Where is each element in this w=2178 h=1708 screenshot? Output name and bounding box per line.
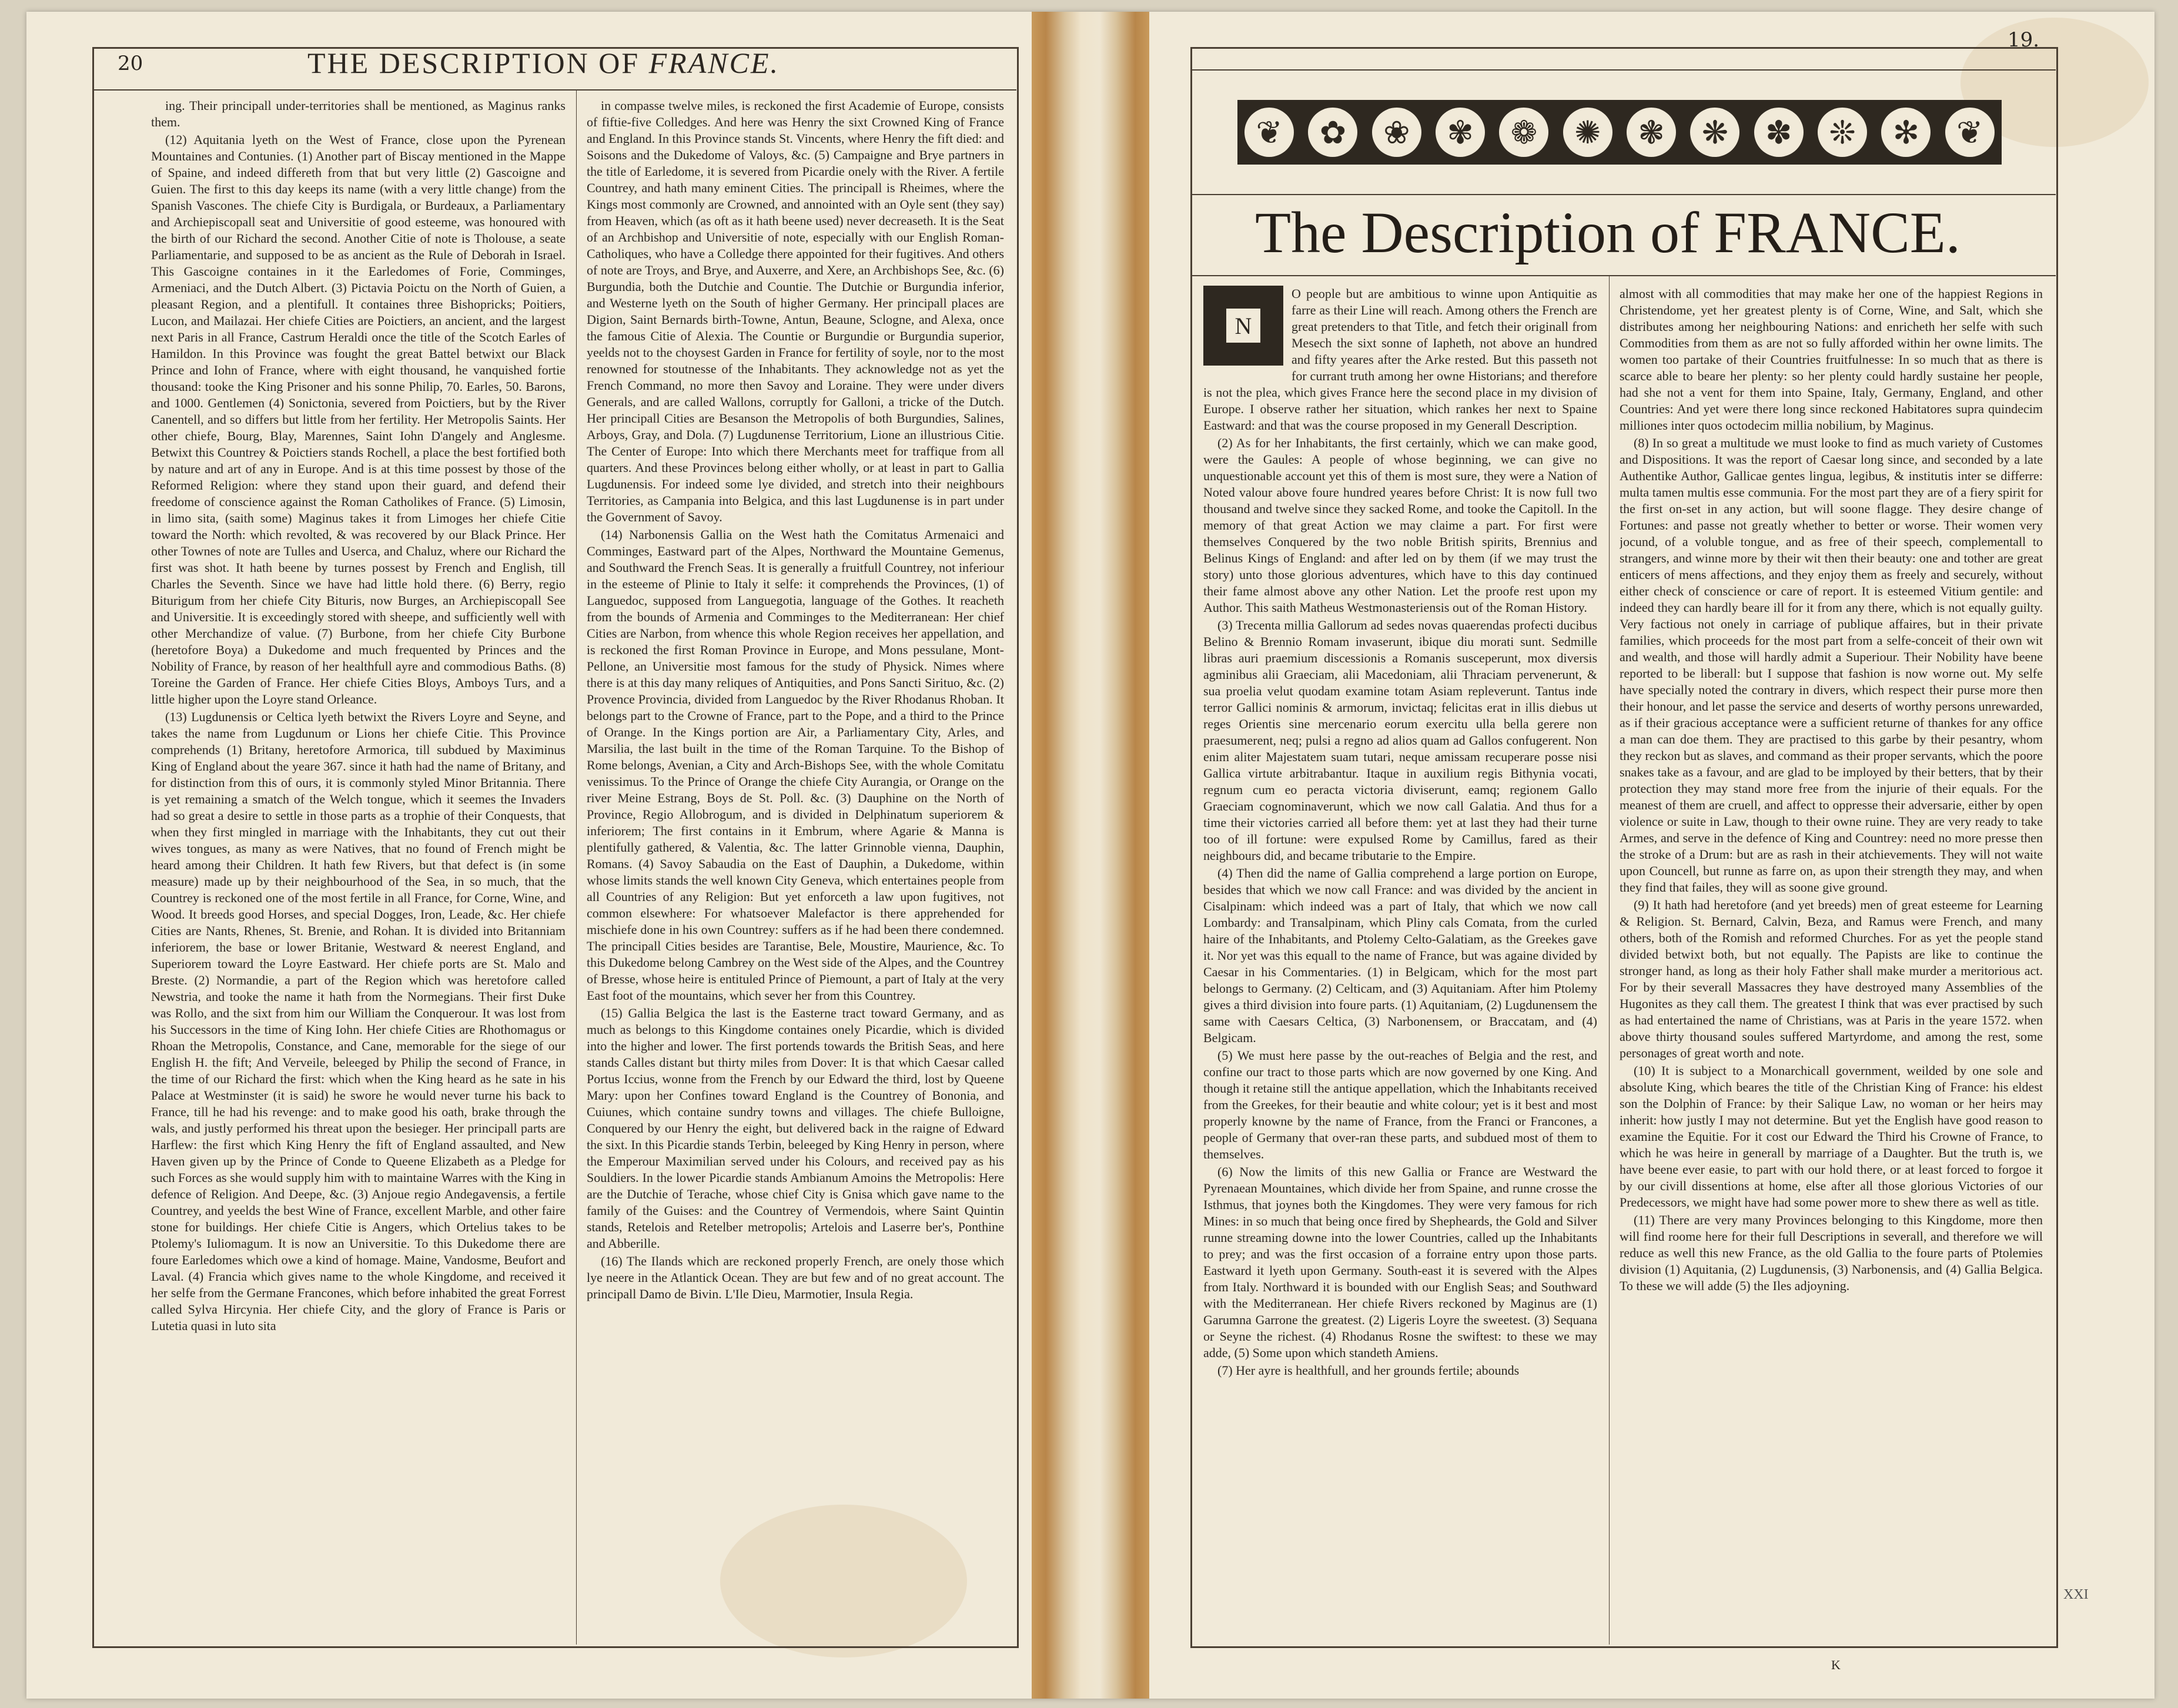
ornament-icon: ❁ <box>1499 108 1548 157</box>
paragraph: ing. Their principall under-territories shall be mentioned, as Maginus ranks them. <box>151 98 566 129</box>
paragraph: (5) We must here passe by the out-reaches of Belgia and the rest, and confine our tract to those parts which are now governed by one King. And though it retaine still the antique appellation, which the Inhabitants received from the Greekes, for their beautie and white colour; yet is it best and most properly knowne by the name of France, from the Franci or Francones, a people of Germany that over-ran these parts, and subdued most of them to themselves. <box>1203 1048 1597 1161</box>
ornament-icon: ❋ <box>1690 108 1739 157</box>
right-column-2 <box>1620 286 2043 1637</box>
paragraph: almost with all commodities that may make her one of the happiest Regions in Christendome, yet her greatest plenty is of Corne, Wine, and Salt, which she distributes among her neighbouring Nations: and enricheth her selfe with such Commodities from them as are not so fully afforded within her owne limits. The women too partake of their Countries fruitfulnesse: In so much that as there is scarce able to beare her plenty: so her plenty could hardly sustaine her people, had she not a vent for them into Spaine, Italy, Germany, England, and other Countries: And yet were there long since reckoned Habitatores supra quindecim milliones inter quos octodecim millia nobilium, by Maginus. <box>1620 286 2043 433</box>
dropcap-spacer <box>1203 286 1292 373</box>
paragraph: O people but are ambitious to winne upon Antiquitie as farre as their Line will reach. Among others the French are great pretenders to that Title, and fetch their originall from Mesech the sixt sonne of Iapheth, not above an hundred and fifty yeares after the Arke rested. But this passeth not for currant truth among her owne Historians; and therefore is not the plea, which gives France here the second place in my division of Europe. I observe rather her situation, which rankes her next to Spaine Eastward: and that was the course proposed in my Generall Description. <box>1203 286 1597 433</box>
paragraph: (15) Gallia Belgica the last is the Easterne tract toward Germany, and as much as belongs to this Kingdome containes onely Picardie, which is divided into the higher and lower. The first portends towards the British Seas, and here stands Calles distant but thirty miles from Dover: It is that which Caesar called Portus Iccius, wonne from the French by our Edward the third, lost by Queene Mary: upon her Confines toward England is the Countrey of Bononia, and Cuiunes, which containe sundry towns and villages. The chiefe Bulloigne, Conquered by our Henry the eight, but delivered back in the raigne of Edward the sixt. In this Picardie stands Terbin, beleeged by King Henry in person, where the Emperour Maximilian served under his Colours, and received pay as his Souldiers. In the lower Picardie stands Ambianum Amoins the Metropolis: Here are the Dutchie of Terache, whose chief City is Gnisa which gave name to the family of the Guises: and the Countrey of Vermendois, where Saint Quintin stands, Retelois and Retelber metropolis; Artelois and Laserre ber's, Ponthine and Abberille. <box>587 1006 1004 1251</box>
center-fold <box>1032 12 1149 1699</box>
paragraph: (13) Lugdunensis or Celtica lyeth betwixt the Rivers Loyre and Seyne, and takes the name from Lugdunum or Lions her chiefe Citie. This Province comprehends (1) Britany, heretofore Armorica, till subdued by Maximinus King of England about the yeare 367. since it hath had the name of Britany, and for distinction from this of ours, it is commonly styled Minor Britannia. There is yet remaining a smatch of the Welch tongue, which it seemes the Invaders had so great a desire to settle in those parts as a trophie of their Conquests, that when they first mingled in marriage with the Inhabitants, they cut out their wives tongues, as many as were Natives, that no found of French might be heard among their Children. It hath few Rivers, but that defect is (in some measure) made up by their neighbourhood of the Sea, in so much, that the Countrey is reckoned one of the most fertile in all France, for Corne, Wine, and Wood. It breeds good Horses, and special Dogges, Iron, Leade, &c. Her chiefe Cities are Nants, Rhenes, St. Brenie, and Rohan. It is divided into Britanniam inferiorem, the base or lower Britanie, Westward & neerest England, and Superiorem toward the Loyre Eastward. Her chiefe ports are St. Malo and Breste. (2) Normandie, a part of the Region which was heretofore called Newstria, and tooke the name it hath from the Normegians. Their first Duke was Rollo, and the sixt from him our William the Conquerour. It was lost from his Successors in the time of King Iohn. Her chiefe Cities are Rhothomagus or Rhoan the Metropolis, Constance, and Cane, memorable for the siege of our English H. the fift; And Verveile, beleeged by Philip the second of France, in the time of our Richard the first: which when the King heard as he sate in his Palace at Westminster (it is said) he swore he would never turne his back to France, till he had his revenge: and to make good his oath, brake through the wals, and justly performed his threat upon the besieger. Her principall parts are Harflew: the first which King Henry the fift of England assaulted, and New Haven given up by the Prince of Conde to Queene Elizabeth as a Pledge for such Forces as she would supply him with to maintaine Warres with the King in defence of Religion. And Deepe, &c. (3) Anjoue regio Andegavensis, a fertile Countrey, and yeelds the best Wine of France, excellent Marble, and other faire stone for buildings. Her chiefe Citie is Angers, which Ortelius takes to be Ptolemy's Iuliomagum. It is now an Universitie. To this Dukedome there are foure Earledomes which owe a kind of homage. Maine, Vandosme, Beufort and Laval. (4) Francia which gives name to the whole Kingdome, and received it her selfe from the Germane Francones, which before inhabited the great Forrest called Sylva Hircynia. Her chiefe City, and the glory of France is Paris or Lutetia quasi in luto sita <box>151 709 566 1333</box>
paragraph: (6) Now the limits of this new Gallia or France are Westward the Pyrenaean Mountaines, which divide her from Spaine, and runne crosse the Isthmus, that joynes both the Kingdomes. They were very famous for rich Mines: in so much that being once fired by Shepheards, the Gold and Silver runne streaming downe into the lower Countries, called up the Inhabitants to prey; and was the first occasion of a forraine entry upon those parts. Eastward it lyeth upon Germany. South-east it is severed with the Alpes from Italy. Northward it is bounded with our English Seas; and Southward with the Mediterranean. Her chiefe Rivers reckoned by Maginus are (1) Garumna Garrone the greatest. (2) Ligeris Loyre the sweetest. (3) Sequana or Seyne the richest. (4) Rhodanus Rosne the swiftest: to these we may adde, (5) Some upon which standeth Amiens. <box>1203 1164 1597 1360</box>
right-column-1 <box>1203 286 1597 1637</box>
paragraph: (12) Aquitania lyeth on the West of France, close upon the Pyrenean Mountaines and Contunies. (1) Another part of Biscay mentioned in the Mappe of Spaine, and indeed differeth from that but very little (2) Gascoigne and Guien. The first to this day keeps its name (with a very little change) from the Spanish Vascones. The chiefe City is Burdigala, or Burdeaux, a Parliamentary and Archiepiscopall seat and Universitie of good esteeme, was honoured with the birth of our Richard the second. Another Citie of note is Tholouse, a seate Parliamentarie, and supposed to be as ancient as the Rule of Deborah in Israel. This Gascoigne containes in it the Earledomes of Forie, Comminges, Armeniaci, and the Dutch Albert. (3) Pictavia Poictu on the North of Guien, a pleasant Region, and a plentifull. It containes three Bishopricks; Poitiers, Lucon, and Mailazai. Her chiefe Cities are Poictiers, an ancient, and the largest next Paris in all France, Castrum Heraldi once the title of the Scotch Earles of Hamildon. In this Province was fought the great Battel betwixt our Black Prince and Iohn of France, where with eight thousand, he vanquished fortie thousand: tooke the King Prisoner and his sonne Philip, 70. Earles, 50. Barons, and 1000. Gentlemen (4) Sonictonia, severed from Poictiers, but by the River Canentell, and so differs but little from her fertility. Her Metropolis Saints. Her other chiefe, Bourg, Blay, Marennes, Saint Iohn D'angely and Anglesme. Betwixt this Countrey & Poictiers stands Rochell, a place the best fortified both by nature and art of any in Europe. And is at this time possest by those of the Reformed Religion: where they stand upon their guard, and defend their freedome of conscience against the Roman Catholikes of France. (5) Limosin, in limo sita, (saith some) Maginus takes it from Limoges her chiefe Citie toward the North: which revolted, & was recovered by our Black Prince. Her other Townes of note are Tulles and Userca, and Chaluz, where our Richard the first was shot. It hath beene by turnes possest by French and English, till Charles the Seventh. Since we have had little hold there. (6) Berry, regio Biturigum from her chiefe City Bituris, now Burges, an Archiepiscopall See and Universitie. It is exceedingly stored with sheepe, and sufficiently well with other Merchandize of value. (7) Burbone, from her chiefe City Burbone (heretofore Boya) a Dukedome and much frequented by Princes and the Nobility of France, by reason of her healthfull ayre and commodious Baths. (8) Toreine the Garden of France. Her chiefe Cities Bloys, Amboys Turs, and a little higher upon the Loyre stand Orleance. <box>151 132 566 706</box>
ornament-icon: ❀ <box>1372 108 1421 157</box>
paragraph: (4) Then did the name of Gallia comprehend a large portion on Europe, besides that which we now call France: and was divided by the ancient in Cisalpinam: which indeed was a part of Italy, that which we now call Lombardy: and Transalpinam, which Pliny cals Comata, from the curled haire of the Inhabitants, and Ptolemy Celto-Galatiam, as the Greekes gave it. Nor yet was this equall to the name of France, but was againe divided by Caesar in his Commentaries. (1) in Belgicam, which for the most part belongs to Germany. (2) Celticam, and (3) Aquitaniam. After him Ptolemy gives a third division into foure parts. (1) Aquitaniam, (2) Lugdunensem the same with Caesars Celtica, (3) Narbonensem, or Braccatam, and (4) Belgicam. <box>1203 866 1597 1045</box>
paragraph: (2) As for her Inhabitants, the first certainly, which we can make good, were the Gaules: A people of whose beginning, we can give no unquestionable account yet this of them is most sure, they were a Nation of Noted valour above foure hundred yeares before Christ: It is now full two thousand and twelve since they sacked Rome, and tooke the Capitoll. In the memory of that great Action we may claime a part. For first were themselves Conquered by the two noble British spirits, Brennius and Belinus Kings of England: and after led on by them (if we may trust the story) unto those glorious adventures, which have to this day continued their fame almost above any other Nation. Let the proofe rest upon my Author. This saith Matheus Westmonasteriensis out of the Roman History. <box>1203 436 1597 615</box>
head-rule <box>1190 69 2056 71</box>
ornament-icon: ✽ <box>1754 108 1804 157</box>
title-rule-bottom <box>1190 275 2056 276</box>
left-page-number: 20 <box>118 52 143 75</box>
page-title: The Description of FRANCE. <box>1255 200 1960 265</box>
paragraph: (11) There are very many Provinces belonging to this Kingdome, more then will find roome here for their full Descriptions in severall, and therefore we will reduce as well this new France, as the old Gallia to the foure parts of Ptolemies division (1) Aquitania, (2) Lugdunensis, (3) Narbonensis, and (4) Gallia Belgica. To these we will adde (5) the Iles adjoyning. <box>1620 1213 2043 1293</box>
left-column-1 <box>151 98 566 1637</box>
ornament-icon: ✾ <box>1436 108 1485 157</box>
column-rule <box>1609 275 1610 1645</box>
left-page <box>26 12 1032 1699</box>
ornament-icon: ✻ <box>1881 108 1931 157</box>
ornament-icon: ❦ <box>1244 108 1294 157</box>
running-head-italic: FRANCE. <box>648 46 780 79</box>
ornament-icon: ❦ <box>1945 108 1995 157</box>
paragraph: (9) It hath had heretofore (and yet breeds) men of great esteeme for Learning & Religion. St. Bernard, Calvin, Beza, and Ramus were French, and many others, both of the Romish and reformed Churches. For as yet the people stand divided betwixt both, but not equally. The Papists are like to continue the stronger hand, as long as their holy Father shall make murder a meritorious act. For by their severall Massacres they have destroyed many Assemblies of the Hugonites as they call them. The greatest I think that was ever practised by such as had entertained the name of Christians, was at Paris in the yeare 1572. when above thirty thousand soules suffered Martyrdome, and among the rest, some personages of great worth and note. <box>1620 897 2043 1060</box>
right-page-number: 19. <box>2008 28 2040 52</box>
paragraph: (7) Her ayre is healthfull, and her grounds fertile; abounds <box>1217 1363 1520 1378</box>
ornament-icon: ❊ <box>1818 108 1867 157</box>
margin-mark: XXI <box>2063 1587 2089 1602</box>
paragraph: (8) In so great a multitude we must looke to find as much variety of Customes and Dispositions. It was the report of Caesar long since, and seconded by a late Authentike Author, Gallicae gentes lingua, legibus, & institutis inter se differre: multa tamen multis esse communia. For the most part they are of a fiery spirit for the first on-set in any action, but will soone flagge. They desire change of Fortunes: and passe not greatly whether to better or worse. Their women very jocund, of a voluble tongue, and as free of their speech, complementall to strangers, and winne more by their wit then their beauty: one and tother are great enticers of mens affections, and they enjoy them as freely and securely, without either check of conscience or care of report. It is esteemed Vitium gentile: and indeed they can hardly beare ill for it from any there, which is not equally guilty. Very factious not onely in carriage of publique affaires, but in their private families, which proceeds for the most part from a selfe-conceit of their own wit and wealth, and those will hardly admit a Superiour. Their Nobility have beene reported to be liberall: but I suppose that fashion is now worne out. My selfe have specially noted the contrary in divers, which respect their purse more then their honour, and let passe the service and deserts of worthy persons unrewarded, as if their gracious acceptance were a sufficient returne of thankes for any office a man can doe them. They are practised to this garbe by their pesantry, whom they reckon but as slaves, and command as their proper servants, which the poore snakes take as a favour, and are glad to be imployed by their betters, that by their protection they may stand more free from the injurie of their equals. For the meanest of them are cruell, and affect to oppresse their adversarie, either by open violence or suite in Law, though to their owne ruine. They are very ready to take Armes, and serve in the defence of King and Countrey: need no more presse then the stroke of a Drum: but are as rash in their atchievements. They will not waite upon Councell, but runne as farre on, as upon their strength they may, and when they find that failes, they will as soone give ground. <box>1620 436 2043 895</box>
ornament-icon: ❃ <box>1627 108 1676 157</box>
column-rule <box>576 89 577 1645</box>
ornamental-band <box>1237 100 2002 165</box>
paragraph: (10) It is subject to a Monarchicall government, weilded by one sole and absolute King, which beares the title of the Christian King of France: his eldest son the Dolphin of France: by their Salique Law, no woman or her heirs may inherit: how justly I may not determine. But yet the English have good reason to examine the Equitie. For it cost our Edward the Third his Crowne of France, to which he was heire in generall by marriage of a Daughter. But the truth is, we have beene ever easie, to part with our hold there, or at least forced to forgoe it by our civill dissentions at home, else after all those glorious Victories of our Predecessors, we might have had some power more to shew there as well as title. <box>1620 1063 2043 1210</box>
left-column-2 <box>587 98 1004 1637</box>
head-rule <box>92 89 1016 91</box>
right-page <box>1149 12 2154 1699</box>
paragraph: (14) Narbonensis Gallia on the West hath the Comitatus Armenaici and Comminges, Eastward part of the Alpes, Northward the Mountaine Gemenus, and Southward the French Seas. It is generally a fruitfull Countrey, not inferiour in the esteeme of Plinie to Italy it selfe: it comprehends the Provinces, (1) of Languedoc, supposed from Languegotia, language of the Gothes. It reacheth from the bounds of Armenia and Comminges to the Mediterranean: Her chief Cities are Narbon, from whence this whole Region receives her appellation, and is reckoned the first Roman Province in Europe, and Mons pessulane, Mont-Pellone, an Universitie most famous for the study of Physick. Nimes where there is at this day many reliques of Antiquities, and Pons Sancti Sirituo, &c. (2) Provence Provincia, divided from Languedoc by the River Rhodanus Rhoban. It belongs part to the Crowne of France, part to the Pope, and a third to the Prince of Orange. In the Kings portion are Air, a Parliamentary City, Arles, and Marsilia, the last built in the time of the Roman Tarquine. To the Bishop of Rome belongs, Avenian, a City and Arch-Bishops See, with the whole Comitatu venissimus. To the Prince of Orange the chiefe City Aurangia, or Orange on the river Meine Estrang, Boys de St. Poll. &c. (3) Dauphine on the North of Province, Regio Allobrogum, and is divided in Delphinatum superiorem & inferiorem; The first contains in it Embrum, where Agarie & Manna is plentifully gathered, & Valentia, &c. The latter Grinnoble vienna, Dauphin, Romans. (4) Savoy Sabaudia on the East of Dauphin, a Dukedome, within whose limits stands the well known City Geneva, which entertaines people from all Countries of any Religion: But yet enforceth a law upon fugitives, not common elsewhere: For whatsoever Malefactor is there apprehended for mischiefe done in his own Countrey: suffers as if he had been there condemned. The principall Cities besides are Tarantise, Bele, Moustire, Maurience, &c. To this Dukedome belong Cambrey on the West side of the Alpes, and the Countrey of Bresse, whose heire is entituled Prince of Piemount, a part of Italy at the very East foot of the mountains, which sever her from this Countrey. <box>587 527 1004 1003</box>
left-running-head <box>307 46 779 80</box>
paragraph: in compasse twelve miles, is reckoned the first Academie of Europe, consists of fiftie-five Colledges. And here was Henry the sixt Crowned King of France and England. In this Province stands St. Vincents, where Henry the fift died: and Soisons and the Dukedome of Valoys, &c. (5) Campaigne and Brye partners in the title of Earledome, it is severed from Picardie onely with the River. A fertile Countrey, and hath many eminent Cities. The principall is Rheimes, where the Kings most commonly are Crowned, and annointed with an Oyle sent (they say) from Heaven, which (as oft as it hath beene used) never decreaseth. It is the Seat of an Archbishop and Universitie of note, especially with our English Roman-Catholiques, who have a Colledge there appointed for their fugitives. And others of note are Troys, and Brye, and Auxerre, and Xere, an Archbishops See, &c. (6) Burgundia, both the Dutchie and Countie. The Dutchie or Burgundia inferior, and Westerne lyeth on the South of higher Germany. Her principall places are Digion, Saint Bernards birth-Towne, Antun, Beaune, Sclogne, and Alexa, once the famous Citie of Alexia. The Countie or Burgundie or Burgundia superior, yeelds not to the choysest Garden in France for fertility of soyle, nor to the most renowned for stoutnesse of the Inhabitants. They acknowledge not as yet the French Command, no more then Savoy and Loraine. They were under divers Generals, and are called Wallons, corruptly for Galloni, a tricke of the Dutch. Her principall Cities are Besanson the Metropolis of both Burgundies, Salines, Arboys, Gray, and Dola. (7) Lugdunense Territorium, Lione an illustrious Citie. The Center of Europe: Into which there Merchants meet for traffique from all quarters. And these Provinces belong either wholly, or at least in part to Gallia Lugdunensis. For indeed some lye divided, and stretch into their neighbours Territories, as Campania into Belgica, and this last Lugdunense is in part under the Government of Savoy. <box>587 98 1004 524</box>
paragraph: (3) Trecenta millia Gallorum ad sedes novas quaerendas profecti ducibus Belino & Brennio Romam invaserunt, ibique diu morati sunt. Sedmille libras auri praemium discessionis a Romanis susceperunt, mox diversis agminibus alii Graeciam, alii Macedoniam, alii Thraciam pervenerunt, & sua proelia velut quodam examine totam Asiam repleverunt. Tantus inde terror Gallici nominis & armorum, invictaq; felicitas erat in illis diebus ut reges Orientis sine mercenario eorum exercitu ulla bella gerere non praesumerent, neq; pulsi a regno ad alios quam ad Gallos confugerent. Non enim aliter Majestatem suam tutari, neque amissam recuperare posse nisi Gallica virtute arbitrabantur. Itaque in auxilium regis Bithynia vocati, regnum cum eo peracta victoria diviserunt, eamq; regionem Gallo Graeciam cognominaverunt, which we now call Galatia. And thus for a time their victories carried all before them: yet at last they had their turne too of ill fortune: were expulsed Rome by Camillus, fared as their neighbours did, and became tributarie to the Empire. <box>1203 618 1597 863</box>
running-head-main: THE DESCRIPTION OF <box>307 46 640 79</box>
dropcap-letter: N <box>1225 307 1262 344</box>
paragraph: (16) The Ilands which are reckoned properly French, are onely those which lye neere in the Atlantick Ocean. They are but few and of no great account. The principall Damo de Bivin. L'Ile Dieu, Marmotier, Insula Regia. <box>587 1254 1004 1301</box>
signature-mark: K <box>1831 1657 1841 1672</box>
ornament-icon: ✿ <box>1308 108 1357 157</box>
map-sheet <box>26 12 2154 1699</box>
ornament-icon: ✺ <box>1563 108 1612 157</box>
title-rule-top <box>1190 194 2056 195</box>
